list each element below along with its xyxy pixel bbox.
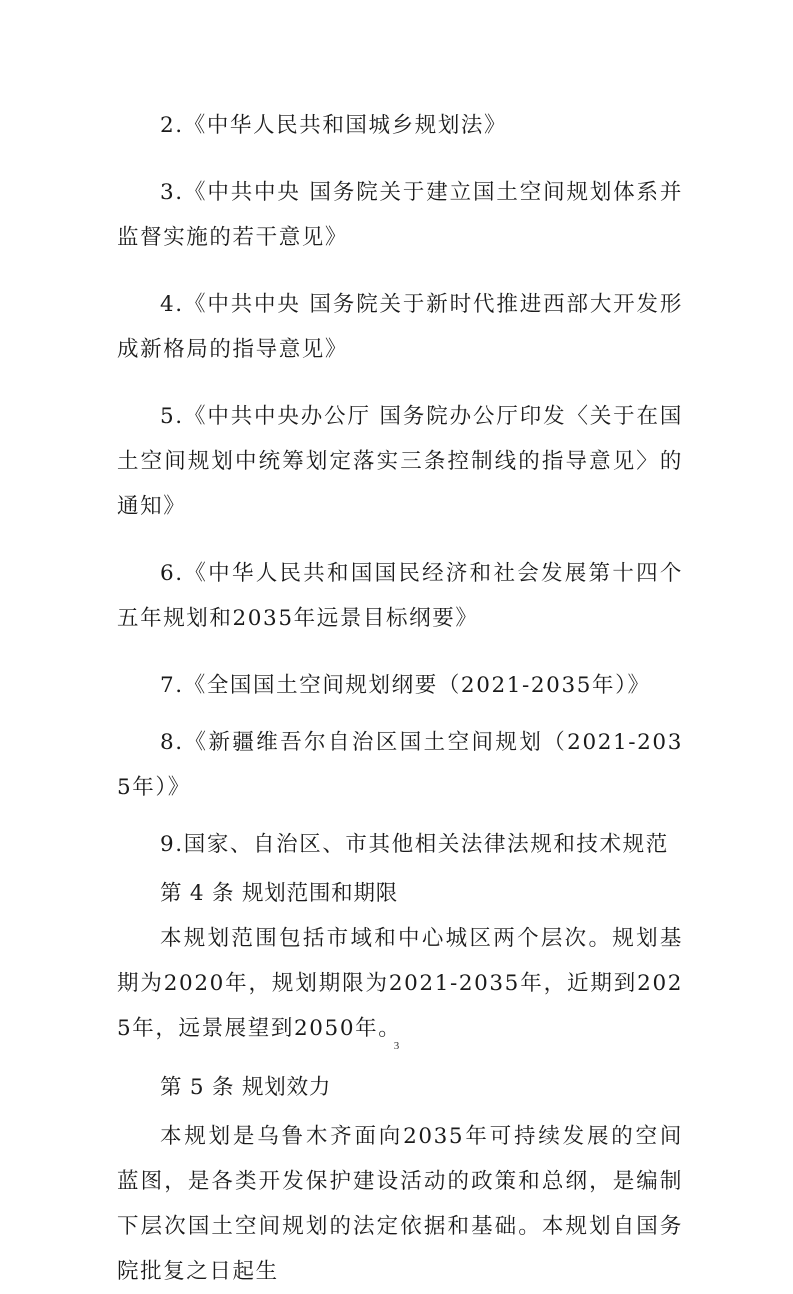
- list-item-6: 6.《中华人民共和国国民经济和社会发展第十四个五年规划和2035年远景目标纲要》: [117, 561, 683, 631]
- list-item-5: 5.《中共中央办公厅 国务院办公厅印发〈关于在国土空间规划中统筹划定落实三条控制线的指导意见〉的通知》: [117, 404, 683, 519]
- list-item-7: 7.《全国国土空间规划纲要（2021-2035年）》: [160, 673, 651, 698]
- list-item-9: 9.国家、自治区、市其他相关法律法规和技术规范: [160, 832, 669, 857]
- article-4-heading: 第 4 条 规划范围和期限: [160, 881, 399, 906]
- list-item-4: 4.《中共中央 国务院关于新时代推进西部大开发形成新格局的指导意见》: [117, 292, 683, 362]
- article-5-body: 本规划是乌鲁木齐面向2035年可持续发展的空间蓝图，是各类开发保护建设活动的政策和总纲，是编制下层次国土空间规划的法定依据和基础。本规划自国务院批复之日起生: [117, 1124, 683, 1284]
- page-content: [117, 103, 683, 1294]
- list-item-2: 2.《中华人民共和国城乡规划法》: [160, 113, 508, 138]
- article-4-body: 本规划范围包括市域和中心城区两个层次。规划基期为2020年，规划期限为2021-2035年，近期到2025年，远景展望到2050年。: [117, 926, 683, 1041]
- article-5-heading: 第 5 条 规划效力: [160, 1075, 332, 1100]
- list-item-8: 8.《新疆维吾尔自治区国土空间规划（2021-2035年）》: [117, 730, 683, 800]
- page-number: 3: [393, 1040, 400, 1052]
- list-item-3: 3.《中共中央 国务院关于建立国土空间规划体系并监督实施的若干意见》: [117, 180, 683, 250]
